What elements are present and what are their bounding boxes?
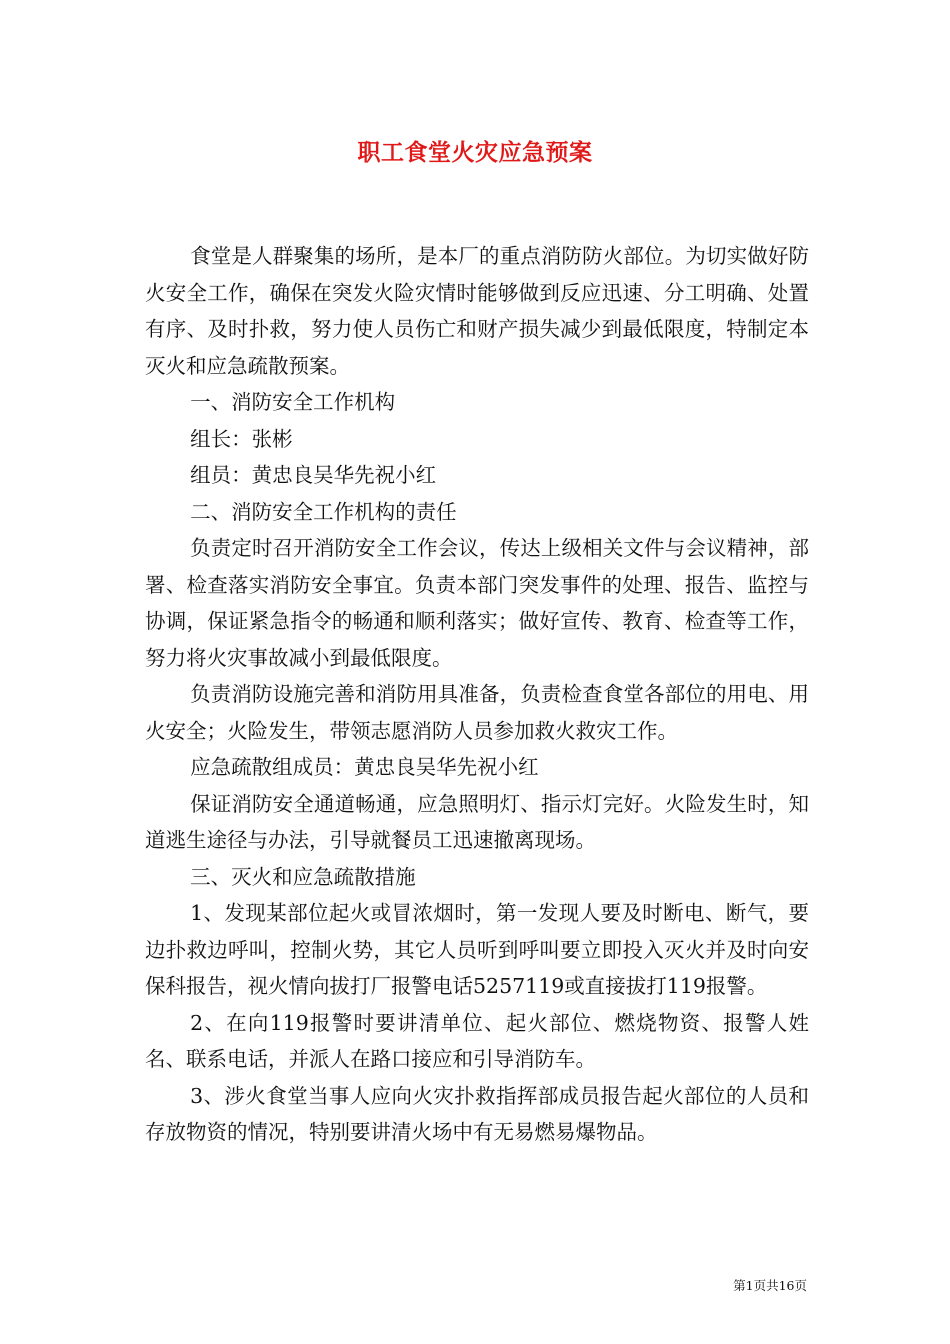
paragraph-duty-2: 负责消防设施完善和消防用具准备，负责检查食堂各部位的用电、用火安全；火险发生，带领志愿消防人员参加救火救灾工作。 [145,682,809,743]
section-heading-3: 三、灭火和应急疏散措施 [190,864,416,889]
paragraph-measure-3: 3、涉火食堂当事人应向火灾扑救指挥部成员报告起火部位的人员和存放物资的情况，特别要讲清火场中有无易燃易爆物品。 [145,1083,809,1144]
paragraph-evacuation-duty: 保证消防安全通道畅通，应急照明灯、指示灯完好。火险发生时，知道逃生途径与办法，引导就餐员工迅速撤离现场。 [145,791,809,852]
section-heading-1: 一、消防安全工作机构 [190,390,396,414]
document-body [145,238,809,1151]
paragraph-leader: 组长：张彬 [190,426,293,451]
paragraph-members: 组员：黄忠良吴华先祝小红 [190,463,437,487]
page-number: 第1页共16页 [733,1278,807,1293]
paragraph-duty-1: 负责定时召开消防安全工作会议，传达上级相关文件与会议精神，部署、检查落实消防安全事宜。负责本部门突发事件的处理、报告、监控与协调，保证紧急指令的畅通和顺利落实；做好宣传、教育、检查等工作，努力将火灾事故减小到最低限度。 [145,536,809,670]
paragraph-measure-2: 2、在向119报警时要讲清单位、起火部位、燃烧物资、报警人姓名、联系电话，并派人在路口接应和引导消防车。 [145,1010,809,1071]
paragraph-measure-1: 1、发现某部位起火或冒浓烟时，第一发现人要及时断电、断气，要边扑救边呼叫，控制火势，其它人员听到呼叫要立即投入灭火并及时向安保科报告，视火情向拔打厂报警电话5257119或直接拔打119报警。 [145,901,809,998]
section-heading-2: 二、消防安全工作机构的责任 [190,499,457,524]
paragraph-evacuation-members: 应急疏散组成员：黄忠良吴华先祝小红 [190,755,539,779]
paragraph-intro: 食堂是人群聚集的场所，是本厂的重点消防防火部位。为切实做好防火安全工作，确保在突发火险灾情时能够做到反应迅速、分工明确、处置有序、及时扑救，努力使人员伤亡和财产损失减少到最低限度，特制定本灭火和应急疏散预案。 [145,244,809,378]
document-title: 职工食堂火灾应急预案 [357,139,593,166]
